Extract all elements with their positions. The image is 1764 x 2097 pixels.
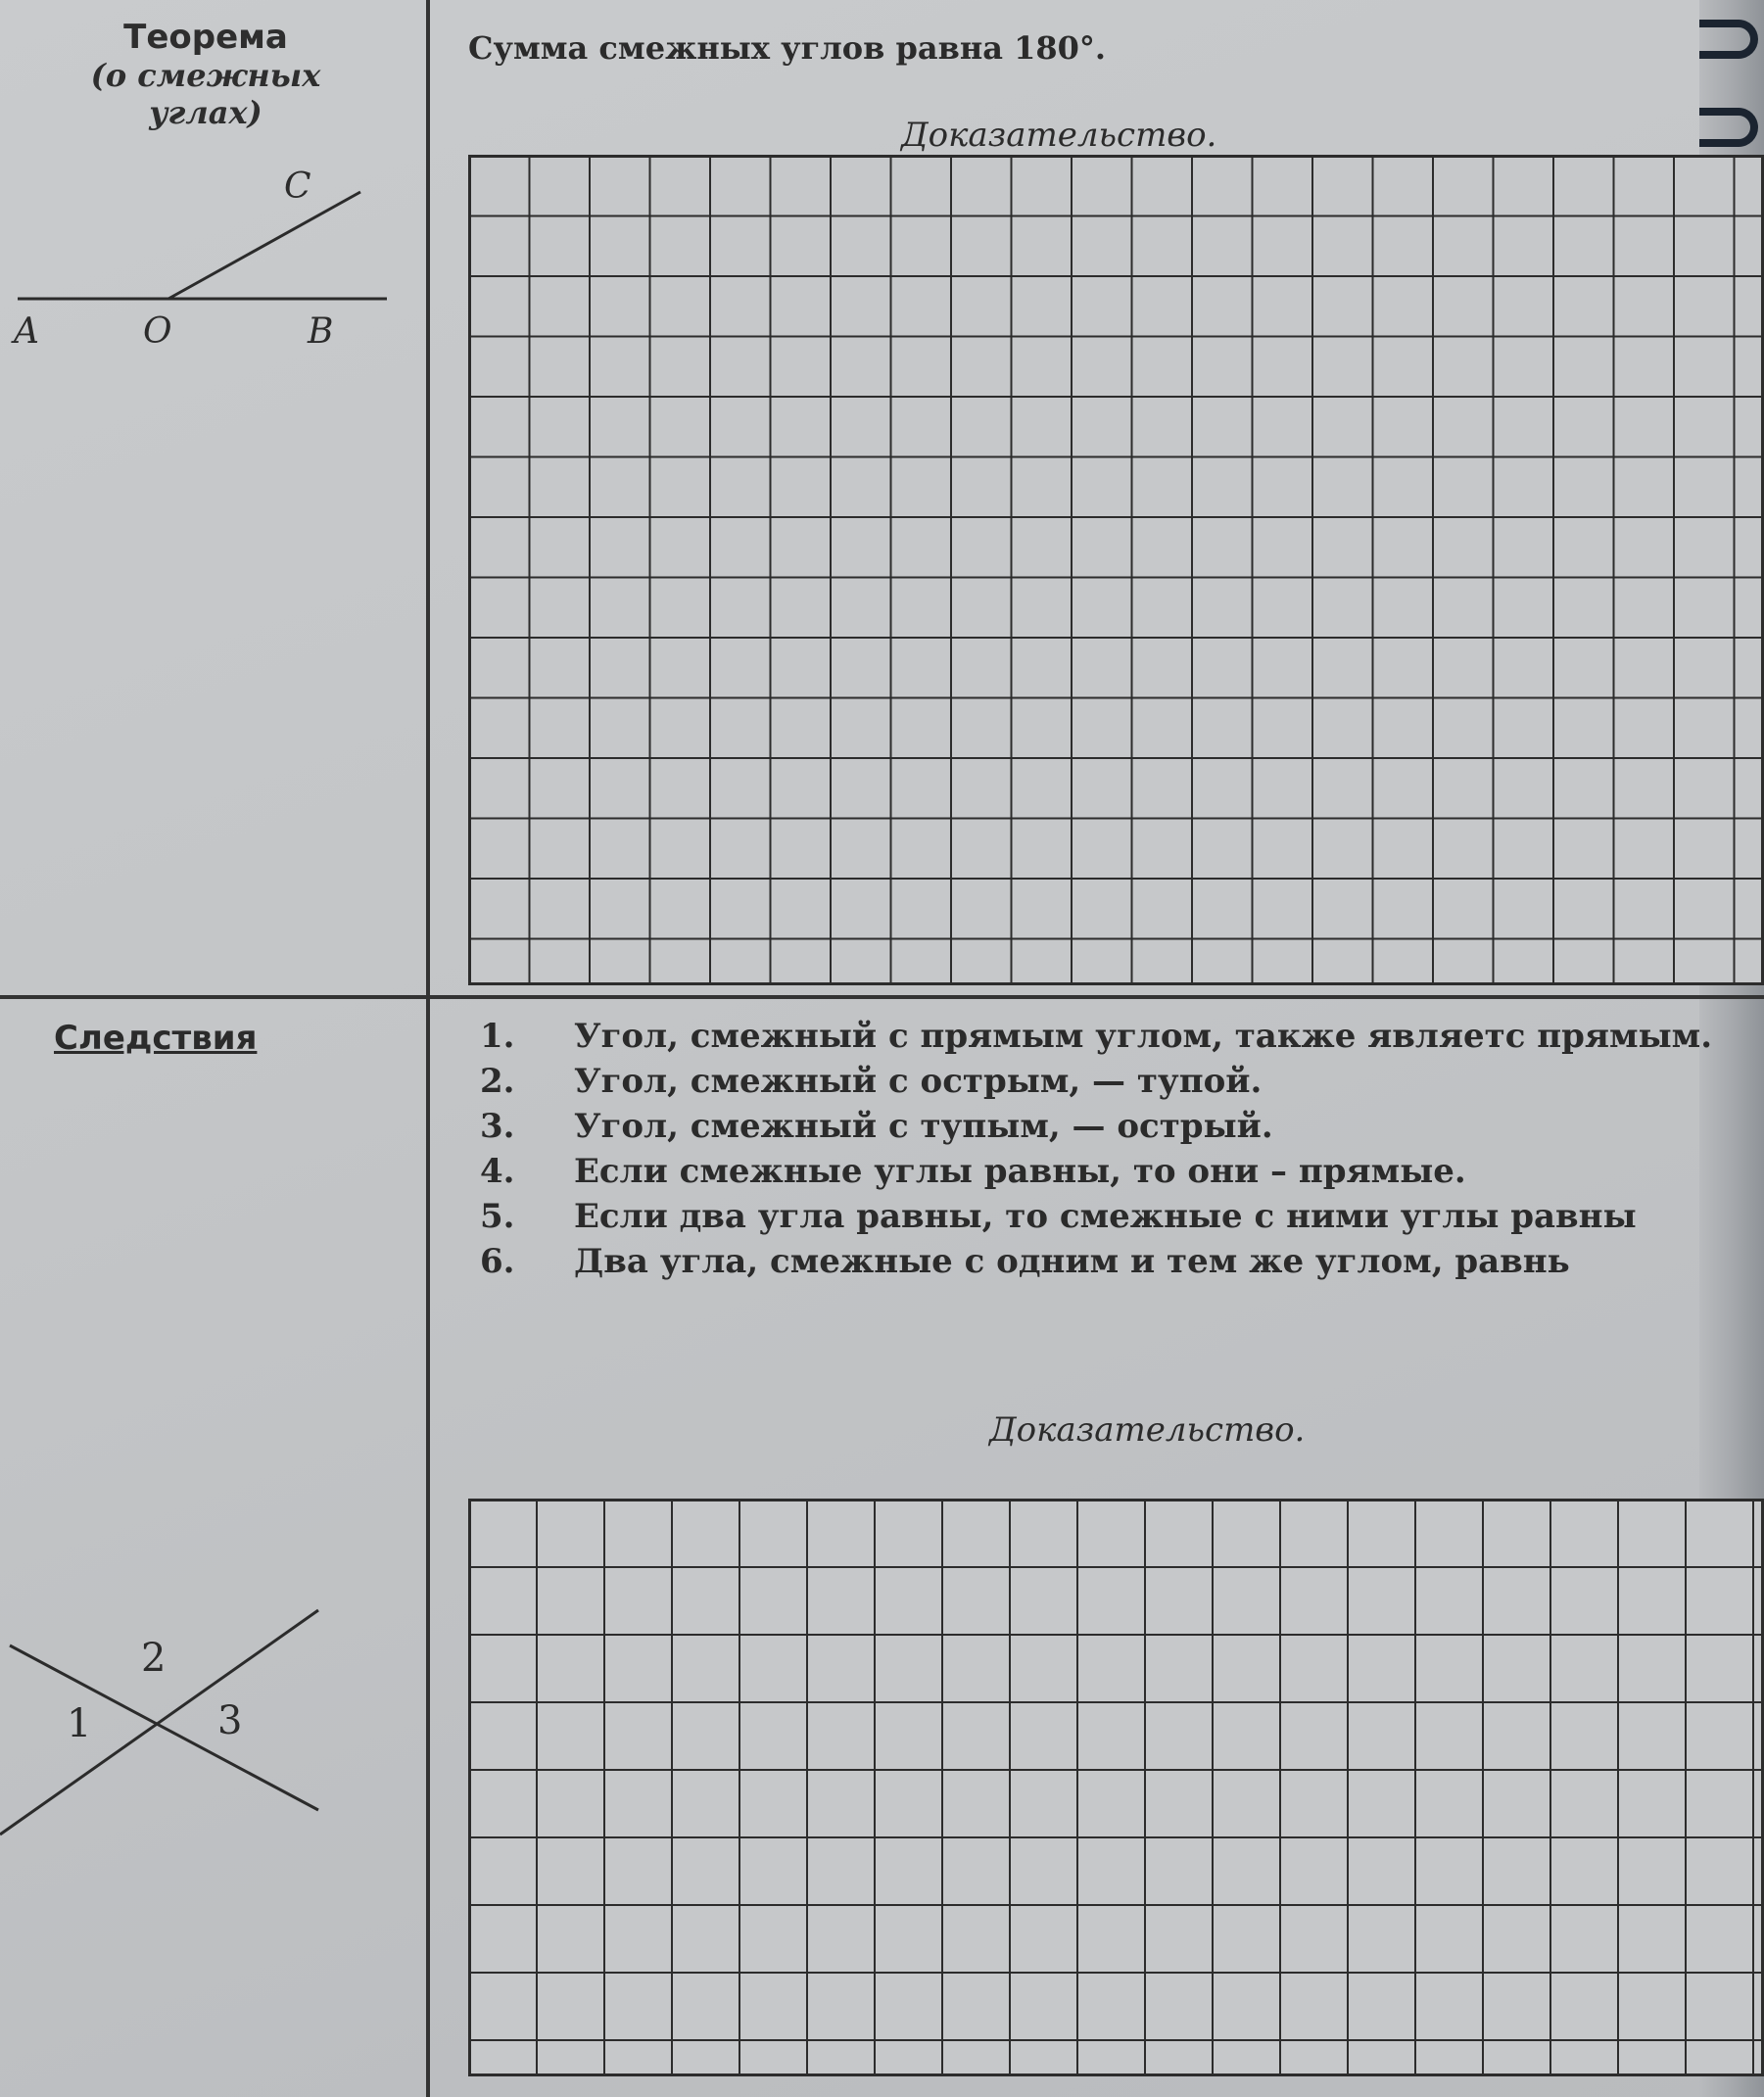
proof-label-2: Доказательство. [989, 1410, 1306, 1450]
label-point-c: C [284, 167, 311, 207]
corollary-text: Угол, смежный с острым, — тупой. [574, 1062, 1263, 1101]
corollaries-list [480, 1014, 1764, 1284]
theorem-statement: Сумма смежных углов равна 180°. [468, 29, 1107, 67]
theorem-header [69, 18, 343, 131]
label-point-o: O [143, 311, 172, 352]
theorem-title: Теорема [123, 18, 288, 57]
label-point-b: B [308, 311, 334, 352]
corollary-text: Угол, смежный с тупым, — острый. [574, 1107, 1273, 1146]
corollary-text: Если смежные углы равны, то они – прямые. [574, 1152, 1466, 1191]
list-item [480, 1014, 1764, 1059]
list-item [480, 1059, 1764, 1104]
label-point-a: A [14, 311, 39, 352]
spiral-ring [1699, 108, 1758, 147]
column-divider [426, 0, 430, 2097]
list-item [480, 1149, 1764, 1194]
ray-oc [168, 192, 360, 299]
corollary-number: 6. [480, 1242, 515, 1281]
row-divider [0, 995, 1764, 999]
label-angle-1: 1 [67, 1701, 92, 1746]
theorem-subtitle-line1: (о смежных [90, 57, 321, 94]
list-item [480, 1194, 1764, 1239]
list-item [480, 1239, 1764, 1284]
vertical-angles-figure [0, 1597, 333, 1871]
label-angle-3: 3 [217, 1698, 243, 1743]
theorem-subtitle-line2: углах) [149, 94, 262, 131]
list-item [480, 1104, 1764, 1149]
proof-grid-1[interactable] [468, 155, 1764, 985]
proof-label-1: Доказательство. [901, 116, 1217, 155]
adjacent-angles-figure [0, 157, 411, 372]
corollary-text: Если два угла равны, то смежные с ними углы равны [574, 1197, 1637, 1236]
corollary-text: Два угла, смежные с одним и тем же углом, равнь [574, 1242, 1570, 1281]
corollary-number: 1. [480, 1017, 515, 1056]
corollaries-heading: Следствия [54, 1019, 258, 1058]
corollary-number: 4. [480, 1152, 515, 1191]
corollary-number: 3. [480, 1107, 515, 1146]
corollary-text: Угол, смежный с прямым углом, также являетс прямым. [574, 1017, 1713, 1056]
label-angle-2: 2 [141, 1636, 167, 1681]
corollary-number: 2. [480, 1062, 515, 1101]
corollary-number: 5. [480, 1197, 515, 1236]
proof-grid-2[interactable] [468, 1499, 1764, 2076]
spiral-ring [1699, 20, 1758, 59]
